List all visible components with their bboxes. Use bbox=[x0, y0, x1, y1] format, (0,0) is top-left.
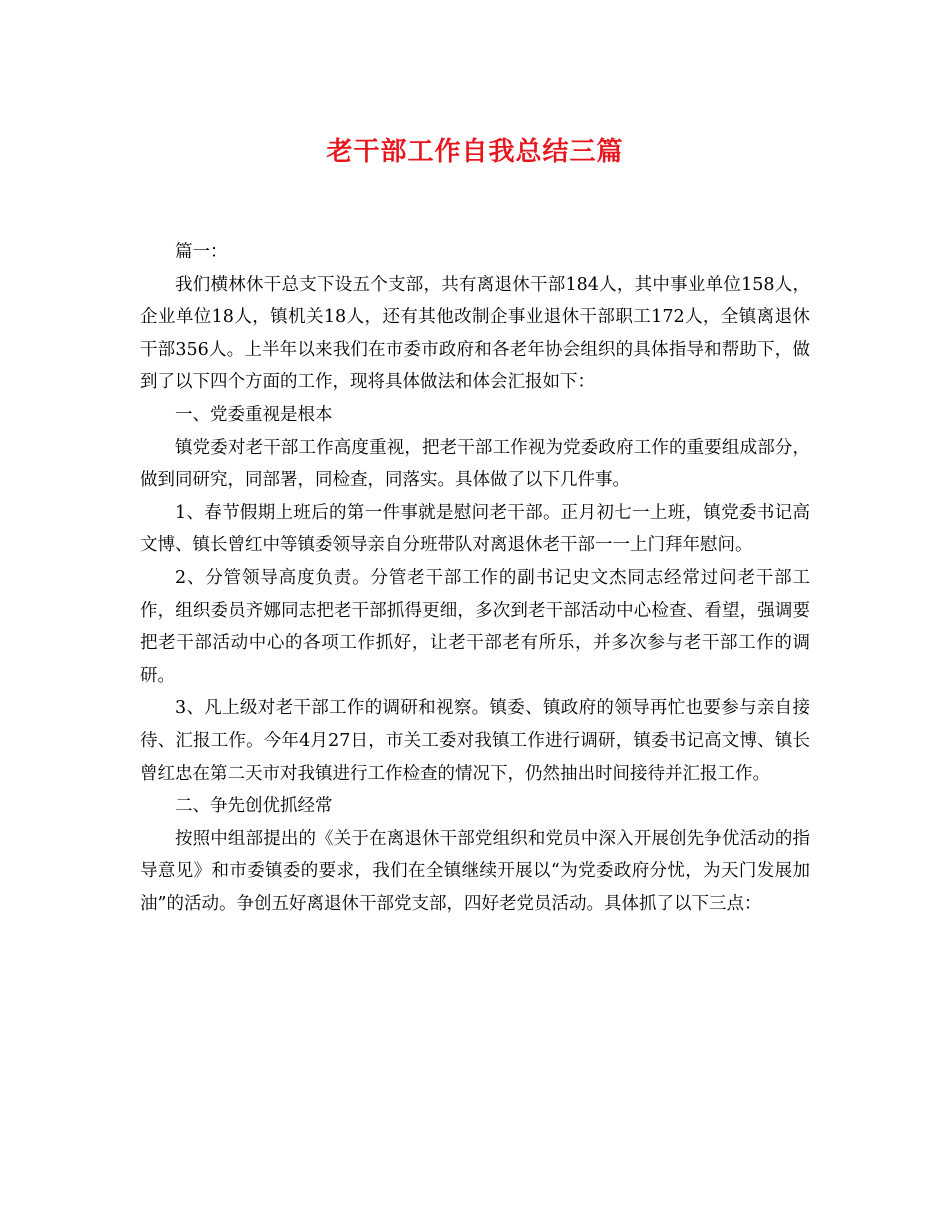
list-item-3: 3、凡上级对老干部工作的调研和视察。镇委、镇政府的领导再忙也要参与亲自接待、汇报工作。今年4月27日，市关工委对我镇工作进行调研，镇委书记高文博、镇长曾红忠在第二天市对我镇进行工作检查的情况下，仍然抽出时间接待并汇报工作。 bbox=[140, 698, 810, 784]
paragraph: 按照中组部提出的《关于在离退休干部党组织和党员中深入开展创先争优活动的指导意见》和市委镇委的要求，我们在全镇继续开展以“为党委政府分忧，为天门发展加油”的活动。争创五好离退休干部党支部，四好老党员活动。具体抓了以下三点： bbox=[140, 828, 810, 914]
list-item-2: 2、分管领导高度负责。分管老干部工作的副书记史文杰同志经常过问老干部工作，组织委员齐娜同志把老干部抓得更细，多次到老干部活动中心检查、看望，强调要把老干部活动中心的各项工作抓好，让老干部老有所乐，并多次参与老干部工作的调研。 bbox=[140, 567, 810, 686]
document-title: 老干部工作自我总结三篇 bbox=[326, 137, 624, 167]
paragraph-intro: 我们横林休干总支下设五个支部，共有离退休干部184人，其中事业单位158人，企业单位18人，镇机关18人，还有其他改制企事业退休干部职工172人，全镇离退休干部356人。上半年以来我们在市委市政府和各老年协会组织的具体指导和帮助下，做到了以下四个方面的工作，现将具体做法和体会汇报如下： bbox=[140, 274, 810, 393]
list-item-1: 1、春节假期上班后的第一件事就是慰问老干部。正月初七一上班，镇党委书记高文博、镇长曾红中等镇委领导亲自分班带队对离退休老干部一一上门拜年慰问。 bbox=[140, 502, 810, 556]
document-body bbox=[140, 236, 810, 920]
section-heading-1: 一、党委重视是根本 bbox=[175, 404, 333, 425]
section-heading-2: 二、争先创优抓经常 bbox=[175, 796, 333, 817]
section-heading-part-one: 篇一： bbox=[175, 242, 228, 262]
paragraph: 镇党委对老干部工作高度重视，把老干部工作视为党委政府工作的重要组成部分，做到同研究，同部署，同检查，同落实。具体做了以下几件事。 bbox=[140, 437, 810, 491]
